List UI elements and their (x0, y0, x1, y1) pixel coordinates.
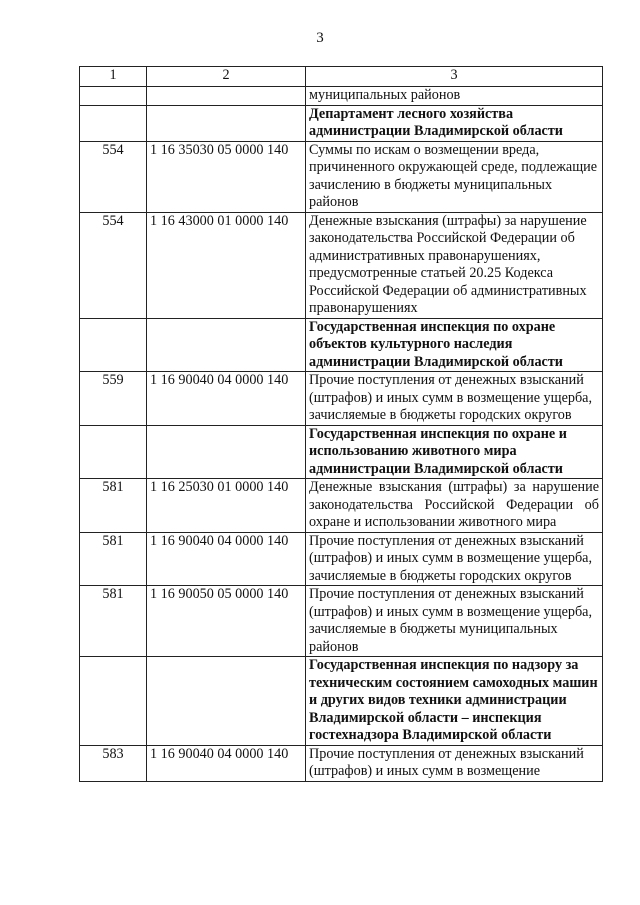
description-cell: Прочие поступления от денежных взысканий (штрафов) и иных сумм в возмещение (306, 745, 603, 781)
revenue-code-cell: 1 16 90040 04 0000 140 (147, 532, 306, 586)
revenue-code-cell: 1 16 43000 01 0000 140 (147, 212, 306, 318)
admin-code-cell: 581 (80, 532, 147, 586)
admin-code-cell: 583 (80, 745, 147, 781)
department-heading-cell: Государственная инспекция по охране объектов культурного наследия администрации Владимирской области (306, 318, 603, 372)
table-row (80, 745, 603, 781)
department-heading-cell: Государственная инспекция по охране и использованию животного мира администрации Владимирской области (306, 425, 603, 479)
revenue-code-cell (147, 87, 306, 106)
column-header-2: 2 (147, 67, 306, 87)
revenue-code-cell: 1 16 90040 04 0000 140 (147, 372, 306, 426)
admin-code-cell: 581 (80, 586, 147, 657)
description-cell: Прочие поступления от денежных взысканий (штрафов) и иных сумм в возмещение ущерба, зачисляемые в бюджеты городских округов (306, 532, 603, 586)
table-row (80, 318, 603, 372)
table-row (80, 586, 603, 657)
table-row (80, 372, 603, 426)
department-heading-cell: Департамент лесного хозяйства администрации Владимирской области (306, 105, 603, 141)
admin-code-cell (80, 657, 147, 746)
revenue-code-cell (147, 425, 306, 479)
admin-code-cell (80, 105, 147, 141)
admin-code-cell (80, 87, 147, 106)
revenue-code-cell: 1 16 90050 05 0000 140 (147, 586, 306, 657)
description-cell: Прочие поступления от денежных взысканий (штрафов) и иных сумм в возмещение ущерба, зачисляемые в бюджеты муниципальных районов (306, 586, 603, 657)
table-row (80, 105, 603, 141)
table-row (80, 425, 603, 479)
admin-code-cell: 559 (80, 372, 147, 426)
income-codes-table (79, 66, 603, 782)
table-row (80, 87, 603, 106)
table-row (80, 479, 603, 533)
admin-code-cell: 554 (80, 141, 147, 212)
table-header-row (80, 67, 603, 87)
revenue-code-cell: 1 16 90040 04 0000 140 (147, 745, 306, 781)
revenue-code-cell (147, 657, 306, 746)
column-header-3: 3 (306, 67, 603, 87)
page-number: 3 (316, 30, 324, 46)
admin-code-cell: 581 (80, 479, 147, 533)
admin-code-cell (80, 425, 147, 479)
department-heading-cell: Государственная инспекция по надзору за техническим состоянием самоходных машин и других видов техники администрации Владимирской области – инспекция гостехнадзора Владимирской области (306, 657, 603, 746)
description-cell: Денежные взыскания (штрафы) за нарушение законодательства Российской Федерации об административных правонарушениях, предусмотренные статьей 20.25 Кодекса Российской Федерации об административных правонарушениях (306, 212, 603, 318)
revenue-code-cell: 1 16 35030 05 0000 140 (147, 141, 306, 212)
admin-code-cell (80, 318, 147, 372)
table-row (80, 212, 603, 318)
description-cell: Суммы по искам о возмещении вреда, причиненного окружающей среде, подлежащие зачислению в бюджеты муниципальных районов (306, 141, 603, 212)
revenue-code-cell (147, 105, 306, 141)
admin-code-cell: 554 (80, 212, 147, 318)
description-cell: Прочие поступления от денежных взысканий (штрафов) и иных сумм в возмещение ущерба, зачисляемые в бюджеты городских округов (306, 372, 603, 426)
table-row (80, 532, 603, 586)
table-row (80, 141, 603, 212)
table-row (80, 657, 603, 746)
revenue-code-cell (147, 318, 306, 372)
column-header-1: 1 (80, 67, 147, 87)
description-cell: Денежные взыскания (штрафы) за нарушение законодательства Российской Федерации об охране и использовании животного мира (306, 479, 603, 533)
revenue-code-cell: 1 16 25030 01 0000 140 (147, 479, 306, 533)
description-cell: муниципальных районов (306, 87, 603, 106)
